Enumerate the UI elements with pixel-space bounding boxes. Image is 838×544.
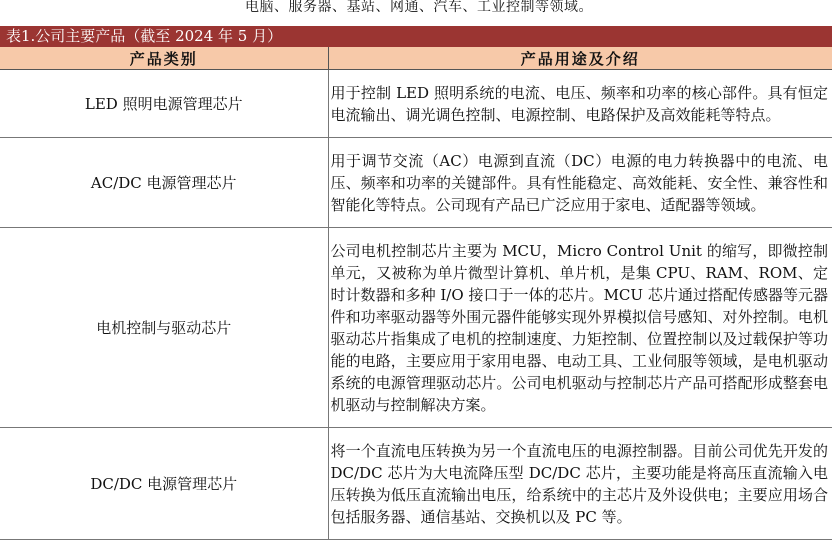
products-table xyxy=(0,47,832,540)
row-description: 公司电机控制芯片主要为 MCU，Micro Control Unit 的缩写，即微控制单元，又被称为单片微型计算机、单片机，是集 CPU、RAM、ROM、定时计数器和多种 I/O 接口于一体的芯片。MCU 芯片通过搭配传感器等元器件和功率驱动器等外围元器件能够实现外界模拟信号感知、对外控制。电机驱动芯片指集成了电机的控制速度、力矩控制、位置控制以及过载保护等功能的电路，主要应用于家用电器、电动工具、工业伺服等领域，是电机驱动系统的电源管理驱动芯片。公司电机驱动与控制芯片产品可搭配形成整套电机驱动与控制解决方案。 xyxy=(328,228,832,428)
row-category: AC/DC 电源管理芯片 xyxy=(0,138,328,228)
row-description: 用于调节交流（AC）电源到直流（DC）电源的电力转换器中的电流、电压、频率和功率的关键部件。具有性能稳定、高效能耗、安全性、兼容性和智能化等特点。公司现有产品已广泛应用于家电、适配器等领域。 xyxy=(328,138,832,228)
row-category: LED 照明电源管理芯片 xyxy=(0,70,328,138)
table-title: 表1.公司主要产品（截至 2024 年 5 月） xyxy=(0,26,832,47)
table-row xyxy=(0,228,832,428)
table-row xyxy=(0,428,832,540)
table-row xyxy=(0,138,832,228)
table-header-row xyxy=(0,47,832,70)
row-category: 电机控制与驱动芯片 xyxy=(0,228,328,428)
header-product-category: 产品类别 xyxy=(0,47,328,70)
row-description: 用于控制 LED 照明系统的电流、电压、频率和功率的核心部件。具有恒定电流输出、调光调色控制、电源控制、电路保护及高效能耗等特点。 xyxy=(328,70,832,138)
intro-text-line: 电脑、服务器、基站、网通、汽车、工业控制等领域。 xyxy=(245,0,593,15)
row-description: 将一个直流电压转换为另一个直流电压的电源控制器。目前公司优先开发的 DC/DC 芯片为大电流降压型 DC/DC 芯片，主要功能是将高压直流输入电压转换为低压直流输出电压，给系统中的主芯片及外设供电；主要应用场合包括服务器、通信基站、交换机以及 PC 等。 xyxy=(328,428,832,540)
header-product-description: 产品用途及介绍 xyxy=(328,47,832,70)
table-row xyxy=(0,70,832,138)
row-category: DC/DC 电源管理芯片 xyxy=(0,428,328,540)
